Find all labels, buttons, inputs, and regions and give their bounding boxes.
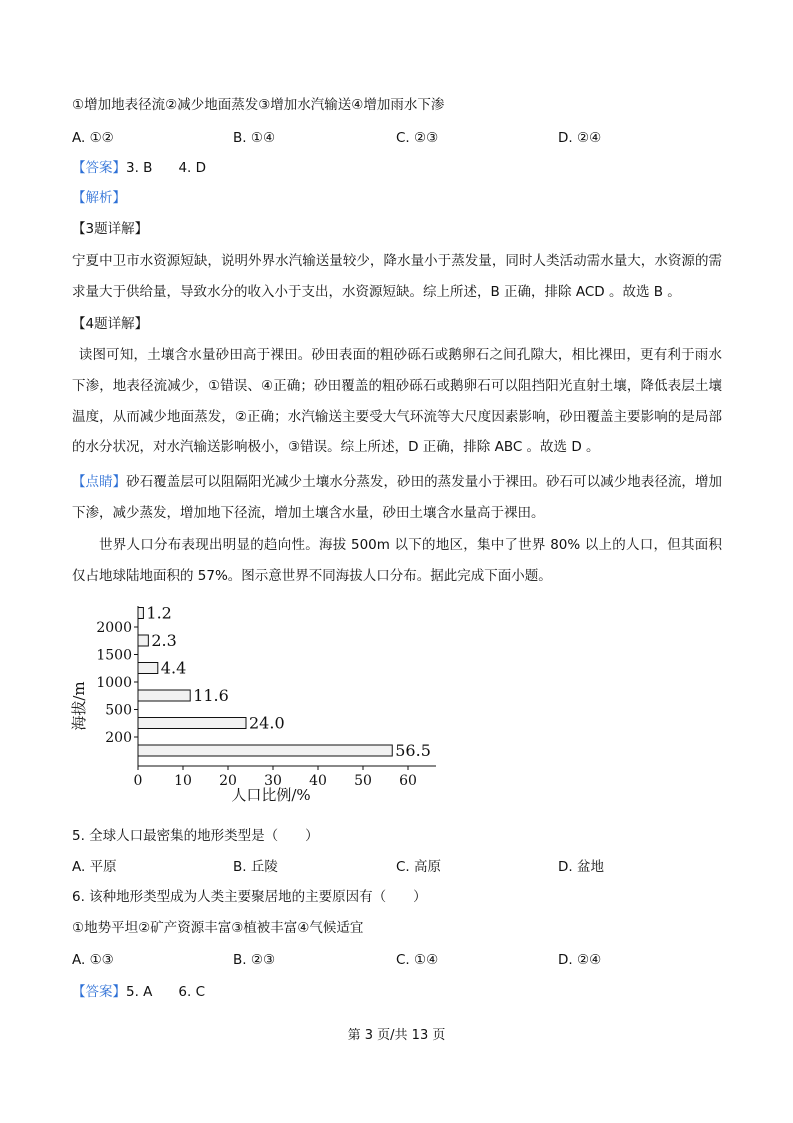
q6-option-d: D. ②④ bbox=[558, 952, 602, 968]
q6-option-c: C. ①④ bbox=[396, 952, 439, 968]
q6-option-b: B. ②③ bbox=[233, 952, 276, 968]
answer-value: 6. C bbox=[178, 984, 206, 1000]
q6-stem: 6. 该种地形类型成为人类主要聚居地的主要原因有（ ） bbox=[72, 889, 427, 905]
x-tick-label: 10 bbox=[174, 773, 192, 789]
y-tick-label: 1500 bbox=[96, 647, 132, 664]
q5-stem: 5. 全球人口最密集的地形类型是（ ） bbox=[72, 828, 319, 844]
q4-detail-text: 读图可知，土壤含水量砂田高于裸田。砂田表面的粗砂砾石或鹅卵石之间孔隙大，相比裸田，更有利于雨水下渗，地表径流减少，①错误、④正确；砂田覆盖的粗砂砾石或鹅卵石可以阻挡阳光直射土壤，降低表层土壤温度，从而减少地面蒸发，②正确；水汽输送主要受大气环流等大尺度因素影响，砂田覆盖主要影响的是局部的水分状况，对水汽输送影响极小，③错误。综上所述，D 正确，排除 ABC 。故选 D 。 bbox=[72, 347, 722, 456]
y-tick-label: 1000 bbox=[96, 675, 132, 691]
tip-tag: 【点睛】 bbox=[72, 474, 127, 490]
x-tick-label: 50 bbox=[354, 773, 372, 789]
bar bbox=[138, 635, 148, 646]
q3-detail-tag: 【3题详解】 bbox=[72, 221, 149, 237]
x-tick-label: 20 bbox=[219, 773, 237, 789]
x-tick-label: 60 bbox=[399, 773, 417, 789]
q4-options-text: ①增加地表径流②减少地面蒸发③增加水汽输送④增加雨水下渗 bbox=[72, 97, 445, 113]
answer-tag: 【答案】 bbox=[72, 160, 126, 176]
answer-line-2 bbox=[72, 982, 205, 1002]
x-tick-label: 30 bbox=[264, 773, 282, 789]
q4-option-b: B. ①④ bbox=[233, 130, 276, 146]
q4-option-c: C. ②③ bbox=[396, 130, 439, 146]
bar-value-label: 24.0 bbox=[249, 713, 285, 733]
q5-option-b: B. 丘陵 bbox=[233, 859, 278, 875]
y-tick-label: 500 bbox=[105, 702, 132, 719]
answer-tag: 【答案】 bbox=[72, 984, 126, 1000]
bar-value-label: 11.6 bbox=[193, 686, 229, 705]
elevation-population-chart bbox=[70, 602, 448, 807]
bar-value-label: 2.3 bbox=[151, 631, 177, 650]
y-axis-label: 海拔/m bbox=[70, 681, 88, 731]
q4-detail-tag: 【4题详解】 bbox=[72, 316, 149, 332]
q3-detail-text: 宁夏中卫市水资源短缺，说明外界水汽输送量较少，降水量小于蒸发量，同时人类活动需水量大，水资源的需求量大于供给量，导致水分的收入小于支出，水资源短缺。综上所述，B 正确，排除 ACD 。故选 B 。 bbox=[72, 253, 722, 300]
q6-options-text: ①地势平坦②矿产资源丰富③植被丰富④气候适宜 bbox=[72, 920, 364, 936]
x-tick-label: 40 bbox=[309, 773, 327, 789]
y-tick-label: 2000 bbox=[96, 620, 132, 636]
q5-option-c: C. 高原 bbox=[396, 859, 442, 875]
intro-paragraph: 世界人口分布表现出明显的趋向性。海拔 500m 以下的地区，集中了世界 80% 以上的人口，但其面积仅占地球陆地面积的 57%。图示意世界不同海拔人口分布。据此完成下面小题。 bbox=[72, 537, 722, 584]
x-axis-label: 人口比例/% bbox=[231, 786, 311, 804]
q4-option-a: A. ①② bbox=[72, 130, 114, 146]
page-footer: 第 3 页/共 13 页 bbox=[347, 1028, 446, 1043]
q5-option-a: A. 平原 bbox=[72, 859, 117, 875]
q5-option-d: D. 盆地 bbox=[558, 859, 604, 875]
bar bbox=[138, 663, 158, 674]
tip-text: 砂石覆盖层可以阻隔阳光减少土壤水分蒸发，砂田的蒸发量小于裸田。砂石可以减少地表径流，增加下渗，减少蒸发，增加地下径流，增加土壤含水量，砂田土壤含水量高于裸田。 bbox=[72, 474, 723, 521]
bar bbox=[138, 608, 143, 619]
tip-paragraph bbox=[72, 467, 722, 529]
bar-value-label: 1.2 bbox=[146, 603, 172, 623]
answer-value: 3. B bbox=[126, 160, 153, 176]
x-tick-label: 0 bbox=[133, 773, 143, 789]
y-tick-label: 200 bbox=[105, 730, 132, 746]
bar bbox=[138, 718, 246, 729]
bar bbox=[138, 745, 392, 756]
answer-line-1 bbox=[72, 158, 206, 178]
answer-value: 5. A bbox=[126, 984, 153, 1000]
answer-value: 4. D bbox=[178, 160, 207, 176]
q4-option-d: D. ②④ bbox=[558, 130, 602, 146]
q6-option-a: A. ①③ bbox=[72, 952, 114, 968]
bar-value-label: 4.4 bbox=[160, 658, 187, 678]
analysis-tag: 【解析】 bbox=[72, 190, 126, 206]
bar bbox=[138, 690, 190, 701]
bar-value-label: 56.5 bbox=[395, 741, 431, 760]
